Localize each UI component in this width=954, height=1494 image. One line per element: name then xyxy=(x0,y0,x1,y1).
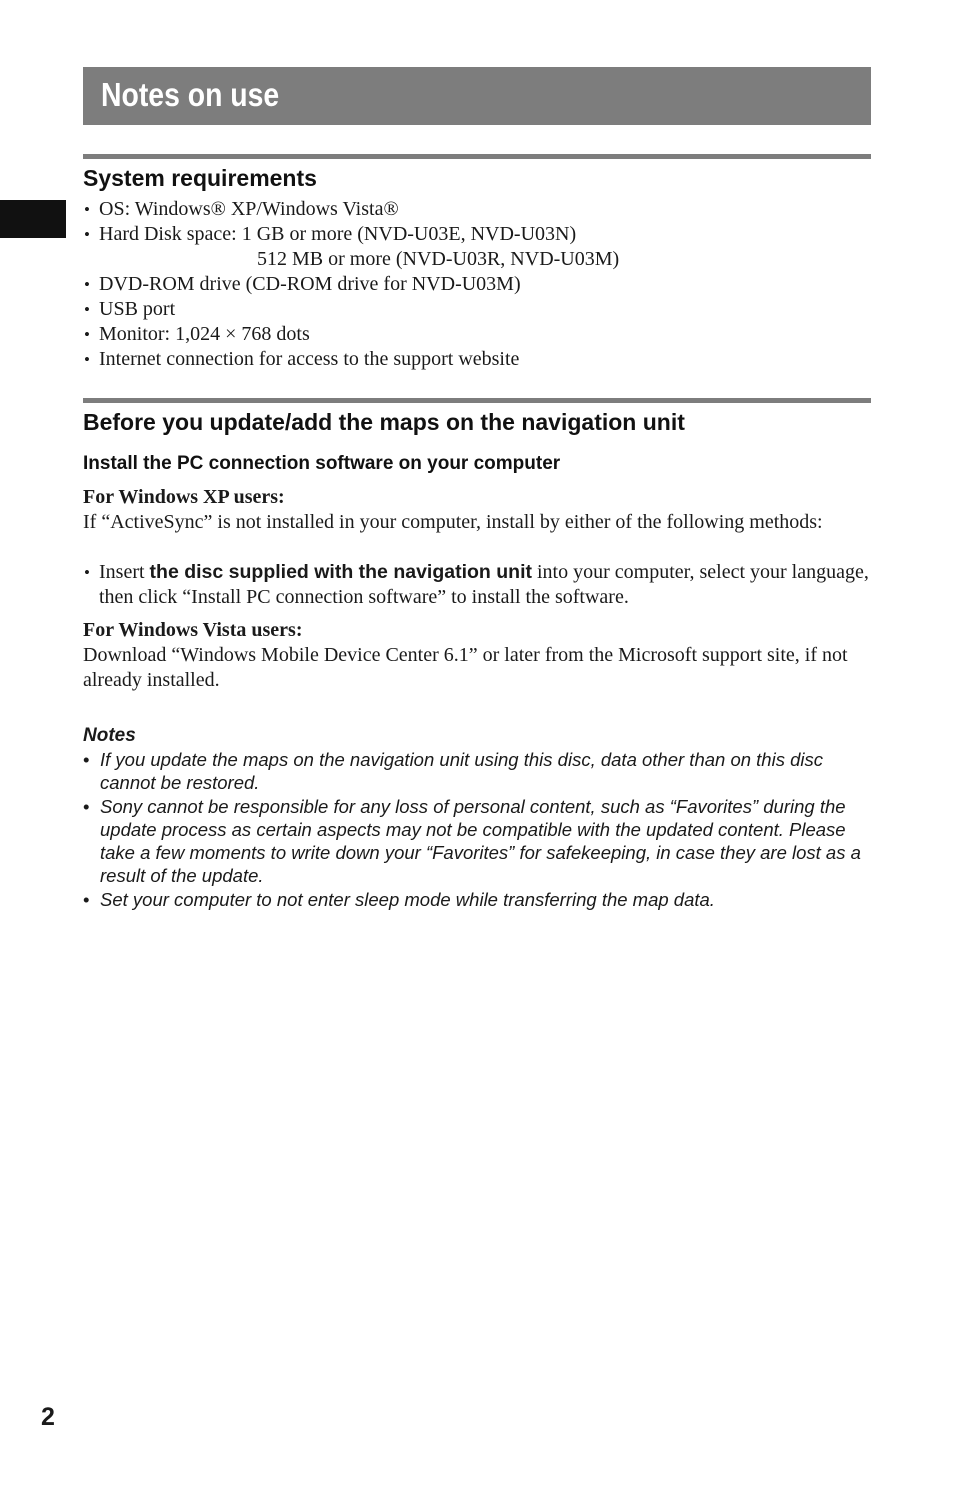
list-item: • Insert the disc supplied with the navigation unit into your computer, select your language, then click “Install PC connection software” to install the software. xyxy=(83,560,873,610)
notes-list xyxy=(83,748,873,911)
notes-heading: Notes xyxy=(83,725,136,746)
section-rule xyxy=(83,398,871,403)
disc-emphasis: the disc supplied with the navigation unit xyxy=(149,561,532,583)
list-item: • DVD-ROM drive (CD-ROM drive for NVD-U03M) xyxy=(83,272,619,297)
note-item: • If you update the maps on the navigation unit using this disc, data other than on this disc cannot be restored. xyxy=(83,748,873,795)
note-item: • Sony cannot be responsible for any loss of personal content, such as “Favorites” during the update process as certain aspects may not be compatible with the updated content. Please take a few moments to write down your “Favorites” for safekeeping, in case they are lost as a result of the update. xyxy=(83,795,873,888)
list-item: • OS: Windows® XP/Windows Vista® xyxy=(83,197,619,222)
install-software-subheading: Install the PC connection software on your computer xyxy=(83,453,561,474)
list-item: • Monitor: 1,024 × 768 dots xyxy=(83,322,619,347)
page-title: Notes on use xyxy=(101,76,280,113)
hdd-second-line: 512 MB or more (NVD-U03R, NVD-U03M) xyxy=(257,248,620,270)
xp-install-list xyxy=(83,560,873,610)
xp-users-label: For Windows XP users: xyxy=(83,486,285,508)
list-item: • Internet connection for access to the support website xyxy=(83,347,619,372)
vista-users-section xyxy=(83,618,873,693)
before-update-heading: Before you update/add the maps on the navigation unit xyxy=(83,409,685,435)
xp-users-text: If “ActiveSync” is not installed in your computer, install by either of the following methods: xyxy=(83,511,823,533)
system-requirements-heading: System requirements xyxy=(83,165,317,191)
vista-users-text: Download “Windows Mobile Device Center 6.1” or later from the Microsoft support site, if not already installed. xyxy=(83,644,848,691)
vista-users-label: For Windows Vista users: xyxy=(83,619,303,641)
system-requirements-list xyxy=(83,197,619,372)
note-item: • Set your computer to not enter sleep mode while transferring the map data. xyxy=(83,888,873,911)
section-edge-tab xyxy=(0,200,66,238)
page-number: 2 xyxy=(41,1403,55,1431)
title-bar xyxy=(83,67,871,125)
xp-users-section xyxy=(83,485,873,535)
section-rule xyxy=(83,154,871,159)
list-item: • USB port xyxy=(83,297,619,322)
list-item: • Hard Disk space: 1 GB or more (NVD-U03E, NVD-U03N) 512 MB or more (NVD-U03R, NVD-U03M) xyxy=(83,222,619,272)
